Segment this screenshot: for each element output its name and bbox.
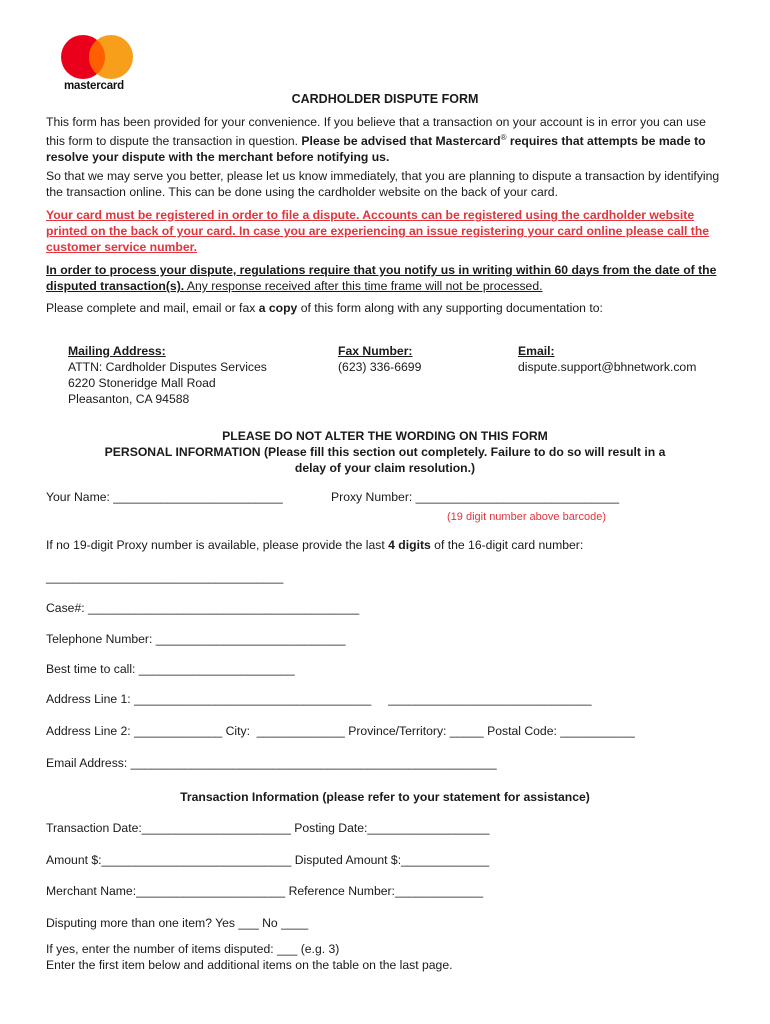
registration-notice: Your card must be registered in order to file a dispute. Accounts can be registered using the cardholder website printed on the back of your card. In case you are experiencing an issue registering your card online please call the customer service number.: [46, 208, 710, 254]
transaction-dates-field[interactable]: Transaction Date:______________________ Posting Date:__________________: [46, 821, 490, 835]
fax-block: [338, 343, 421, 375]
mail-instructions-a: Please complete and mail, email or fax: [46, 301, 259, 315]
mail-instructions-b: a copy: [258, 301, 298, 315]
enter-first-item-note: Enter the first item below and additional items on the table on the last page.: [46, 958, 453, 972]
intro-text: This form has been provided for your convenience. If you believe that a transaction on your account is in error you can use this form to dispute the transaction in question.: [46, 115, 706, 149]
regulations-rest: Any response received after this time frame will not be processed.: [184, 279, 543, 293]
items-count-field[interactable]: If yes, enter the number of items disputed: ___ (e.g. 3): [46, 942, 340, 956]
case-number-field[interactable]: Case#: ________________________________________: [46, 601, 360, 615]
do-not-alter-warning: PLEASE DO NOT ALTER THE WORDING ON THIS FORM: [222, 429, 548, 443]
best-time-field[interactable]: Best time to call: _______________________: [46, 662, 295, 676]
transaction-info-heading: Transaction Information (please refer to your statement for assistance): [180, 790, 590, 804]
no-proxy-b: 4 digits: [388, 538, 431, 552]
mail-instructions: [46, 300, 726, 316]
amounts-field[interactable]: Amount $:____________________________ Disputed Amount $:_____________: [46, 853, 490, 867]
mailing-line-3: Pleasanton, CA 94588: [68, 392, 190, 406]
address-line-1-field[interactable]: Address Line 1: ___________________________________ ______________________________: [46, 692, 592, 706]
address-line-2-field[interactable]: Address Line 2: _____________ City: _____________ Province/Territory: _____ Postal Code: ___________: [46, 724, 635, 738]
mail-instructions-c: of this form along with any supporting documentation to:: [297, 301, 603, 315]
personal-info-heading-2: delay of your claim resolution.): [294, 461, 476, 475]
no-proxy-c: of the 16-digit card number:: [430, 538, 584, 552]
regulations-paragraph: [46, 262, 726, 294]
intro-bold: Please be advised that Mastercard: [301, 134, 501, 149]
form-title: CARDHOLDER DISPUTE FORM: [291, 92, 479, 106]
email-address-field[interactable]: Email Address: ______________________________________________________: [46, 756, 497, 770]
fax-heading: Fax Number:: [338, 344, 413, 358]
merchant-field[interactable]: Merchant Name:______________________ Reference Number:_____________: [46, 884, 484, 898]
intro-paragraph: [46, 114, 726, 165]
intro-bold-2: requires that attempts be made to resolve your dispute with the merchant before notifying us.: [46, 134, 706, 165]
last-four-digits-field[interactable]: ___________________________________: [46, 570, 284, 584]
mastercard-wordmark: mastercard: [64, 80, 125, 92]
no-proxy-instructions: [46, 538, 583, 552]
mastercard-logo: [58, 33, 138, 95]
mailing-line-2: 6220 Stoneridge Mall Road: [68, 376, 216, 390]
email-block: [518, 343, 696, 375]
multiple-items-field[interactable]: Disputing more than one item? Yes ___ No ____: [46, 916, 309, 930]
telephone-field[interactable]: Telephone Number: ____________________________: [46, 632, 346, 646]
email-heading: Email:: [518, 344, 555, 358]
fax-number: (623) 336-6699: [338, 360, 422, 374]
proxy-number-field[interactable]: Proxy Number: ______________________________: [331, 490, 620, 504]
registered-mark: ®: [500, 133, 507, 142]
proxy-hint: (19 digit number above barcode): [447, 511, 606, 523]
mailing-line-1: ATTN: Cardholder Disputes Services: [68, 360, 267, 374]
personal-info-heading: PERSONAL INFORMATION (Please fill this section out completely. Failure to do so will result in a: [104, 445, 666, 459]
regulations-bold: In order to process your dispute, regulations require that you notify us in writing within 60 days from the date of the disputed transaction(s).: [46, 263, 717, 293]
your-name-field[interactable]: Your Name: _________________________: [46, 490, 283, 504]
serve-paragraph: So that we may serve you better, please let us know immediately, that you are planning to dispute a transaction by identifying the transaction online. This can be done using the cardholder website on the back of your card.: [46, 169, 720, 199]
email-address: dispute.support@bhnetwork.com: [518, 360, 697, 374]
no-proxy-a: If no 19-digit Proxy number is available, please provide the last: [46, 538, 389, 552]
mastercard-circles-icon: [60, 33, 134, 81]
mailing-address-block: [68, 343, 267, 407]
mailing-heading: Mailing Address:: [68, 344, 166, 358]
